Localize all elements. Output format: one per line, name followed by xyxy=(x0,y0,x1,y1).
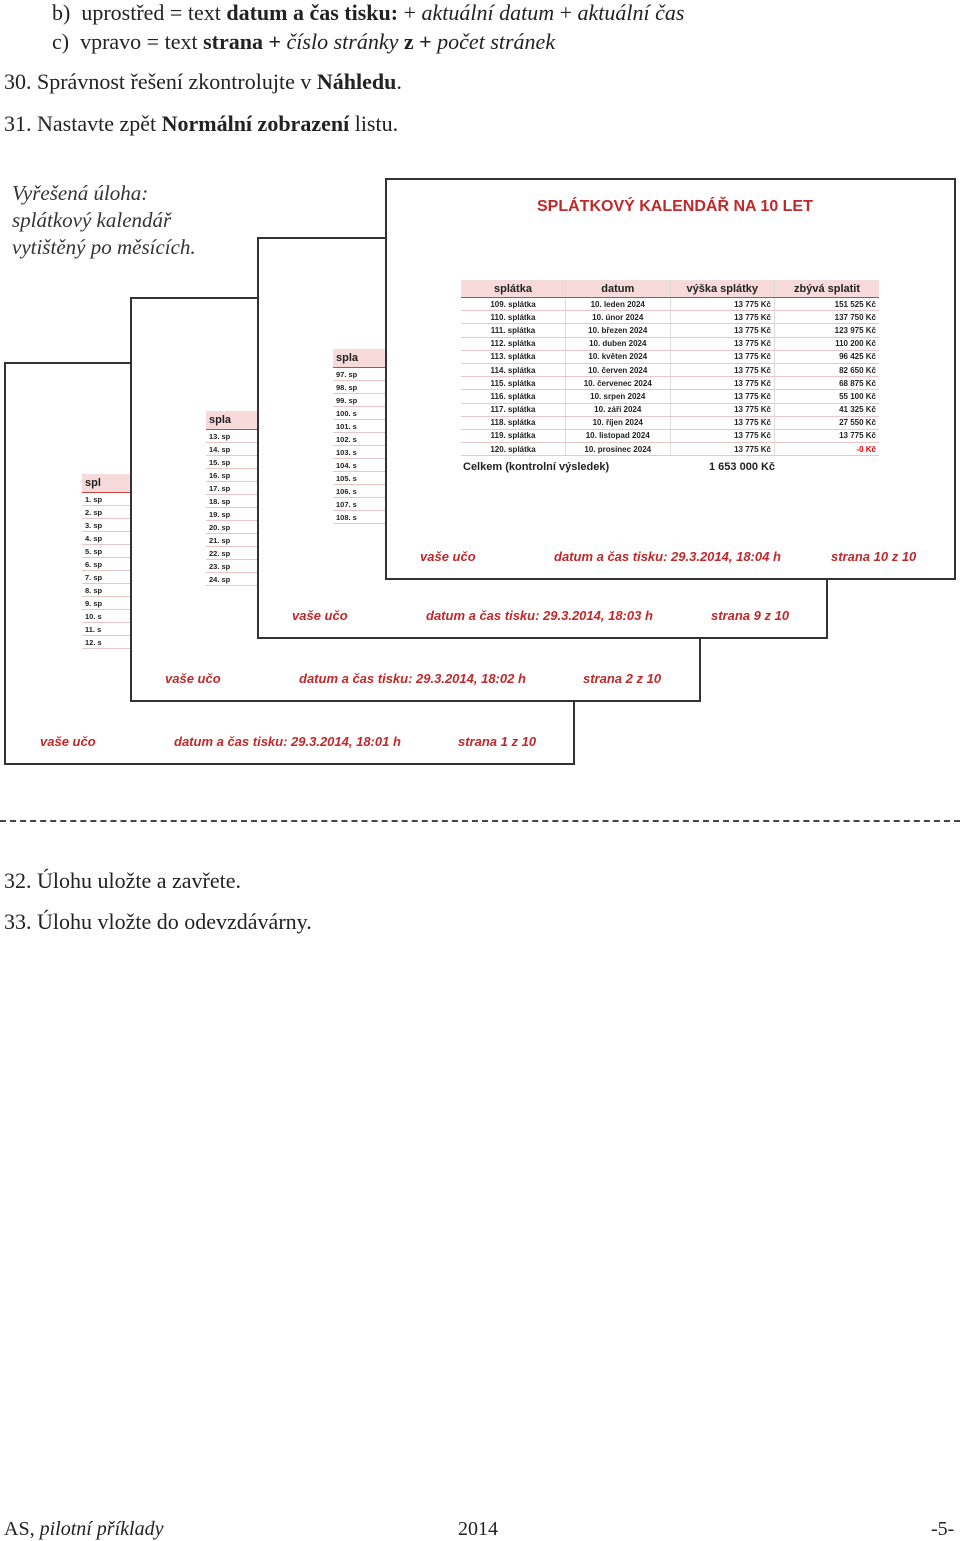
dashed-separator xyxy=(0,820,960,822)
footer-author: vaše učo xyxy=(420,549,476,564)
italic-text: číslo stránky xyxy=(286,29,399,54)
italic-text: aktuální čas xyxy=(577,0,685,25)
text: vpravo = text xyxy=(80,29,204,54)
total-value: 1 653 000 Kč xyxy=(709,461,776,473)
step-32: 32. Úlohu uložte a zavřete. xyxy=(4,868,242,893)
table-row xyxy=(461,377,879,390)
table-cell: 119. splátka xyxy=(461,429,566,442)
footer-print-date: datum a čas tisku: 29.3.2014, 18:04 h xyxy=(554,549,781,564)
table-header-cell: spla xyxy=(333,349,393,368)
table-cell: 118. splátka xyxy=(461,416,566,429)
page-footer-left xyxy=(4,1518,163,1541)
table-cell: 13 775 Kč xyxy=(670,311,775,324)
step-33: 33. Úlohu vložte do odevzdávárny. xyxy=(4,909,312,934)
table-cell: 22. sp xyxy=(206,547,266,560)
footer-page-number: strana 1 z 10 xyxy=(458,734,537,749)
table-cell: 1. sp xyxy=(82,493,142,506)
table-cell: 82 650 Kč xyxy=(775,363,880,376)
table-header-cell: spl xyxy=(82,474,142,493)
footer-print-date: datum a čas tisku: 29.3.2014, 18:01 h xyxy=(174,734,401,749)
table-cell: 100. s xyxy=(333,407,393,420)
italic-text: aktuální datum xyxy=(421,0,555,25)
table-cell: 10. s xyxy=(82,610,142,623)
table-row xyxy=(461,390,879,403)
table-cell: 10. listopad 2024 xyxy=(566,429,671,442)
column-header: výška splátky xyxy=(670,280,775,298)
table-cell: 151 525 Kč xyxy=(775,298,880,311)
table-row xyxy=(461,363,879,376)
text: + xyxy=(398,0,422,25)
table-cell: 14. sp xyxy=(206,443,266,456)
table-row xyxy=(461,403,879,416)
table-cell: 18. sp xyxy=(206,495,266,508)
table-cell: 97. sp xyxy=(333,368,393,381)
table-cell: 10. září 2024 xyxy=(566,403,671,416)
table-cell: 16. sp xyxy=(206,469,266,482)
table-cell: 110. splátka xyxy=(461,311,566,324)
footer-page-number: strana 10 z 10 xyxy=(831,549,917,564)
caption-line: vytištěný po měsících. xyxy=(12,235,196,259)
footer-page-number: strana 9 z 10 xyxy=(711,608,790,623)
table-cell: 13 775 Kč xyxy=(670,350,775,363)
table-row xyxy=(461,337,879,350)
italic-text: počet stránek xyxy=(437,29,556,54)
table-cell: 13 775 Kč xyxy=(670,416,775,429)
table-cell: 10. únor 2024 xyxy=(566,311,671,324)
table-cell: 24. sp xyxy=(206,573,266,586)
footer-subtitle: pilotní příklady xyxy=(39,1518,164,1540)
table-cell: 13 775 Kč xyxy=(670,298,775,311)
page-9-table xyxy=(333,349,393,524)
footer-author-text: AS, xyxy=(4,1518,40,1540)
table-cell: 13 775 Kč xyxy=(670,324,775,337)
table-cell: 110 200 Kč xyxy=(775,337,880,350)
column-header: zbývá splatit xyxy=(775,280,880,298)
table-cell: 27 550 Kč xyxy=(775,416,880,429)
footer-author: vaše učo xyxy=(40,734,96,749)
footer-print-date: datum a čas tisku: 29.3.2014, 18:02 h xyxy=(299,671,526,686)
table-cell: 109. splátka xyxy=(461,298,566,311)
table-cell: 120. splátka xyxy=(461,443,566,456)
table-cell: 4. sp xyxy=(82,532,142,545)
instruction-30 xyxy=(4,69,402,95)
table-cell: 12. s xyxy=(82,636,142,649)
bold-text: z + xyxy=(398,29,438,54)
page-footer-year: 2014 xyxy=(458,1518,498,1540)
footer-page-number: strana 2 z 10 xyxy=(583,671,662,686)
table-cell: 13 775 Kč xyxy=(670,337,775,350)
table-cell: 105. s xyxy=(333,472,393,485)
table-cell: 7. sp xyxy=(82,571,142,584)
footer-author: vaše učo xyxy=(165,671,221,686)
text: + xyxy=(554,0,578,25)
bold-text: Náhledu xyxy=(316,69,397,94)
table-cell: 13 775 Kč xyxy=(670,390,775,403)
table-row xyxy=(461,416,879,429)
table-cell: 107. s xyxy=(333,498,393,511)
table-cell: 102. s xyxy=(333,433,393,446)
table-cell: 11. s xyxy=(82,623,142,636)
table-cell: 113. splátka xyxy=(461,350,566,363)
bold-text: Normální zobrazení xyxy=(161,111,350,136)
table-cell: 98. sp xyxy=(333,381,393,394)
text: uprostřed = text xyxy=(81,0,227,25)
text: listu. xyxy=(349,111,399,136)
table-cell: 108. s xyxy=(333,511,393,524)
text: . xyxy=(396,69,402,94)
table-cell: 23. sp xyxy=(206,560,266,573)
table-cell: 10. duben 2024 xyxy=(566,337,671,350)
table-cell: 13 775 Kč xyxy=(670,403,775,416)
table-cell: 13 775 Kč xyxy=(670,377,775,390)
table-cell: 10. červen 2024 xyxy=(566,363,671,376)
table-cell: 10. červenec 2024 xyxy=(566,377,671,390)
table-cell: 103. s xyxy=(333,446,393,459)
sheet-title: SPLÁTKOVÝ KALENDÁŘ NA 10 LET xyxy=(537,198,813,215)
table-row xyxy=(461,350,879,363)
table-cell: 10. březen 2024 xyxy=(566,324,671,337)
table-cell: 15. sp xyxy=(206,456,266,469)
list-marker: c) xyxy=(52,29,70,54)
installment-table xyxy=(461,280,879,456)
table-cell: 20. sp xyxy=(206,521,266,534)
table-row xyxy=(461,298,879,311)
footer-print-date: datum a čas tisku: 29.3.2014, 18:03 h xyxy=(426,608,653,623)
solution-caption xyxy=(12,180,196,261)
table-cell: 17. sp xyxy=(206,482,266,495)
table-cell: 106. s xyxy=(333,485,393,498)
total-label: Celkem (kontrolní výsledek) xyxy=(463,461,610,473)
table-cell: 117. splátka xyxy=(461,403,566,416)
table-cell: 101. s xyxy=(333,420,393,433)
bold-text: strana + xyxy=(203,29,287,54)
table-cell: 10. leden 2024 xyxy=(566,298,671,311)
table-cell: 19. sp xyxy=(206,508,266,521)
table-cell: -0 Kč xyxy=(775,443,880,456)
table-cell: 68 875 Kč xyxy=(775,377,880,390)
table-cell: 9. sp xyxy=(82,597,142,610)
list-marker: b) xyxy=(52,0,71,25)
table-cell: 55 100 Kč xyxy=(775,390,880,403)
table-cell: 13 775 Kč xyxy=(670,429,775,442)
table-cell: 13. sp xyxy=(206,430,266,443)
table-cell: 13 775 Kč xyxy=(670,443,775,456)
text: 31. Nastavte zpět xyxy=(4,111,162,136)
instruction-b xyxy=(52,0,684,26)
table-cell: 41 325 Kč xyxy=(775,403,880,416)
table-cell: 10. srpen 2024 xyxy=(566,390,671,403)
table-cell: 10. květen 2024 xyxy=(566,350,671,363)
instruction-c xyxy=(52,29,555,55)
text: 30. Správnost řešení zkontrolujte v xyxy=(4,69,317,94)
table-cell: 112. splátka xyxy=(461,337,566,350)
caption-line: Vyřešená úloha: xyxy=(12,181,149,205)
footer-author: vaše učo xyxy=(292,608,348,623)
table-cell: 10. říjen 2024 xyxy=(566,416,671,429)
table-cell: 111. splátka xyxy=(461,324,566,337)
bold-text: datum a čas tisku: xyxy=(226,0,399,25)
table-cell: 96 425 Kč xyxy=(775,350,880,363)
printed-page-10 xyxy=(385,178,956,580)
table-cell: 5. sp xyxy=(82,545,142,558)
table-cell: 116. splátka xyxy=(461,390,566,403)
table-header-cell: spla xyxy=(206,411,266,430)
column-header: datum xyxy=(566,280,671,298)
table-cell: 21. sp xyxy=(206,534,266,547)
instruction-31 xyxy=(4,111,398,137)
table-cell: 10. prosinec 2024 xyxy=(566,443,671,456)
table-cell: 2. sp xyxy=(82,506,142,519)
table-cell: 114. splátka xyxy=(461,363,566,376)
table-row xyxy=(461,311,879,324)
table-cell: 8. sp xyxy=(82,584,142,597)
table-row xyxy=(461,443,879,456)
table-cell: 137 750 Kč xyxy=(775,311,880,324)
table-cell: 123 975 Kč xyxy=(775,324,880,337)
page-footer-number: -5- xyxy=(931,1518,955,1540)
table-row xyxy=(461,429,879,442)
caption-line: splátkový kalendář xyxy=(12,208,172,232)
table-cell: 13 775 Kč xyxy=(775,429,880,442)
table-cell: 99. sp xyxy=(333,394,393,407)
table-cell: 13 775 Kč xyxy=(670,363,775,376)
table-cell: 104. s xyxy=(333,459,393,472)
column-header: splátka xyxy=(461,280,566,298)
table-cell: 6. sp xyxy=(82,558,142,571)
table-cell: 3. sp xyxy=(82,519,142,532)
table-cell: 115. splátka xyxy=(461,377,566,390)
table-row xyxy=(461,324,879,337)
